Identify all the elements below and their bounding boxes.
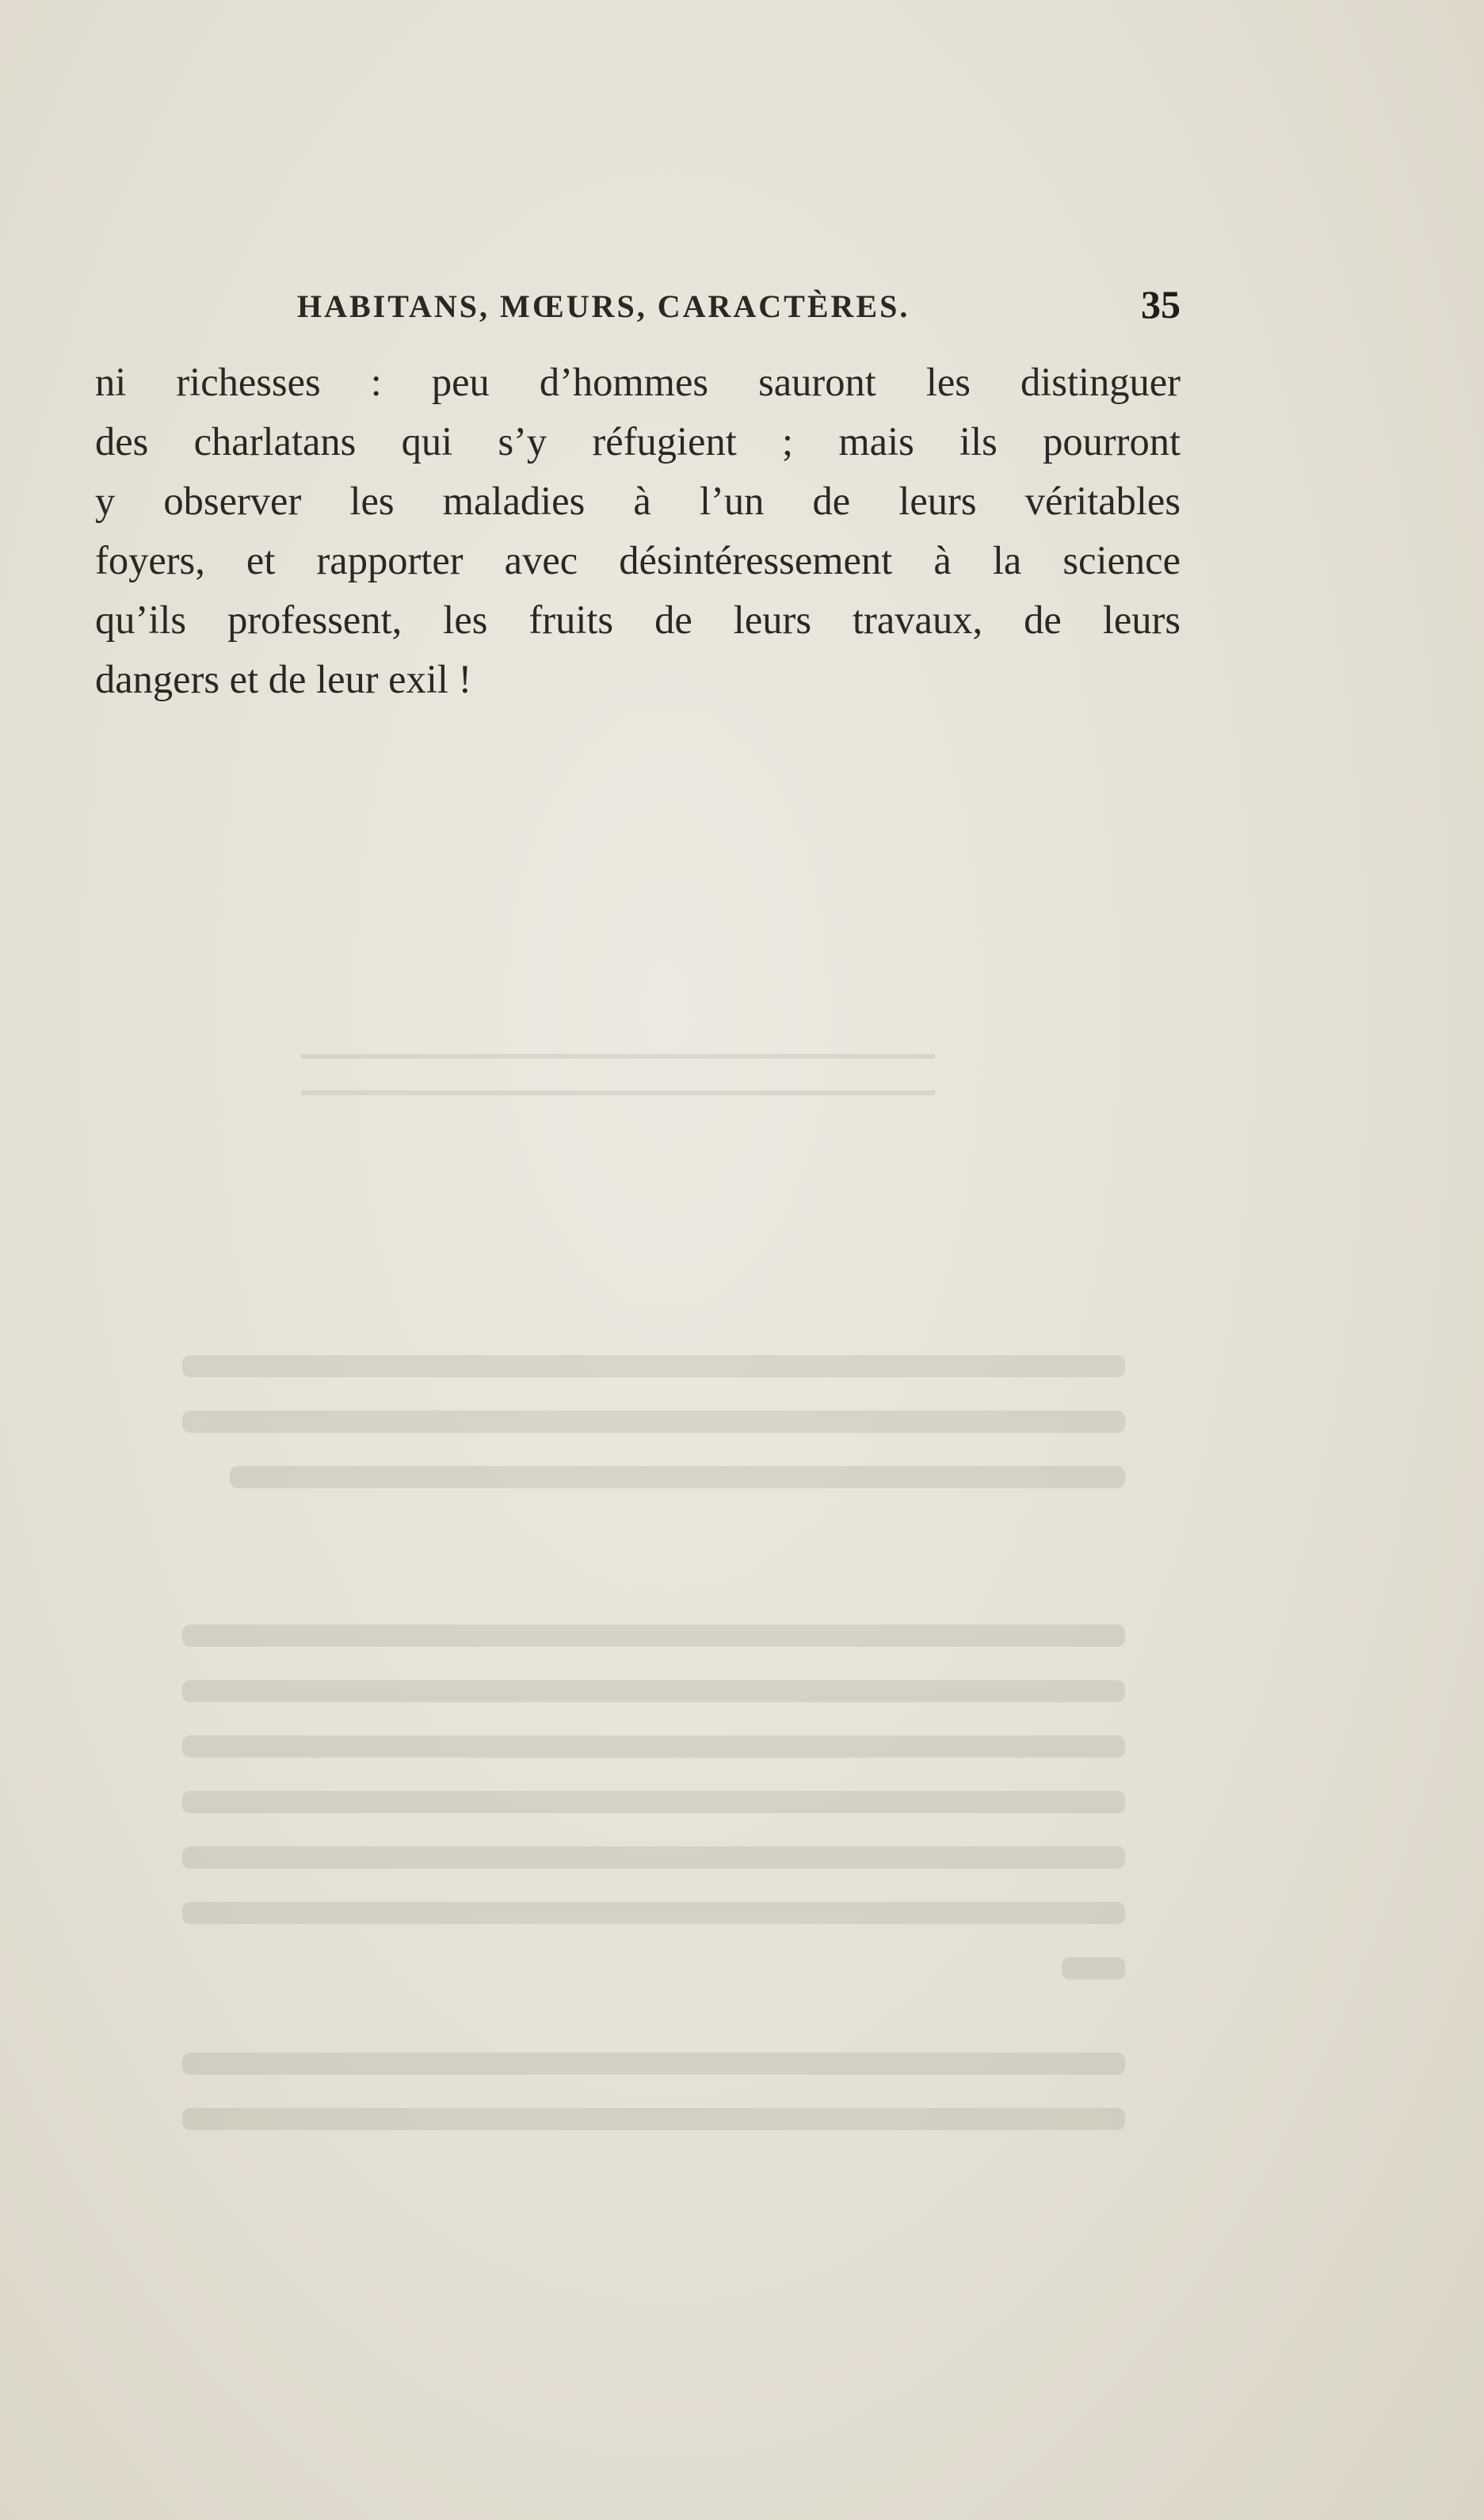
- text-line: foyers, et rapporter avec désintéressement à la science: [95, 538, 1181, 582]
- bleed-line: [182, 1355, 1125, 1377]
- bleed-line: [182, 1411, 1125, 1433]
- bleed-line: [182, 1680, 1125, 1702]
- text-line: des charlatans qui s’y réfugient ; mais ils pourront: [95, 419, 1181, 464]
- bleed-line: [182, 2108, 1125, 2130]
- bleed-line: [182, 1846, 1125, 1869]
- text-line: ni richesses : peu d’hommes sauront les distinguer: [95, 360, 1181, 404]
- text-line: y observer les maladies à l’un de leurs véritables: [95, 479, 1181, 523]
- reverse-page-bleed-through: [87, 1054, 1181, 2203]
- text-line: qu’ils professent, les fruits de leurs travaux, de leurs: [95, 598, 1181, 642]
- body-text: [95, 353, 1181, 709]
- bleed-line: [182, 1625, 1125, 1647]
- bleed-line: [182, 2052, 1125, 2075]
- bleed-line: [230, 1466, 1125, 1488]
- page-header: [95, 281, 1181, 345]
- page-number: 35: [1141, 282, 1181, 326]
- bleed-line: [182, 1791, 1125, 1813]
- running-title: HABITANS, MŒURS, CARACTÈRES.: [297, 288, 910, 324]
- bleed-title-rule: [301, 1054, 935, 1095]
- bleed-line: [1062, 1957, 1125, 1980]
- bleed-line: [182, 1902, 1125, 1924]
- bleed-line: [182, 1735, 1125, 1758]
- text-line: dangers et de leur exil !: [95, 657, 472, 701]
